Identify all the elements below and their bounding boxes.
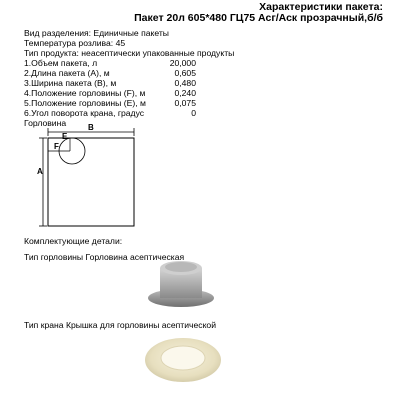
- page-title-line2: Пакет 20л 605*480 ГЦ75 Асг/Аск прозрачный,б/б: [134, 12, 383, 24]
- components-caption: Комплектующие детали:: [24, 236, 123, 246]
- dimension-label-f: F: [54, 142, 59, 151]
- param-label: 2.Длина пакета (A), м: [24, 68, 110, 78]
- fill-temperature: Температура розлива: 45: [24, 38, 126, 48]
- param-label: 1.Объем пакета, л: [24, 58, 98, 68]
- param-value: 0: [191, 108, 196, 118]
- param-label: 5.Положение горловины (E), м: [24, 98, 146, 108]
- param-value: 0,240: [174, 88, 196, 98]
- dimension-label-e: E: [62, 132, 68, 141]
- param-value: 0,605: [174, 68, 196, 78]
- dimension-label-b: B: [88, 123, 94, 132]
- param-value: 0,075: [174, 98, 196, 108]
- cap-image: [142, 330, 224, 386]
- product-type: Тип продукта: неасептически упакованные продукты: [24, 48, 235, 58]
- param-label: 6.Угол поворота крана, градус: [24, 108, 145, 118]
- param-value: 20,000: [169, 58, 196, 68]
- neck-type: Тип горловины Горловина асептическая: [24, 252, 185, 262]
- tap-type: Тип крана Крышка для горловины асептической: [24, 320, 216, 330]
- neck-caption: Горловина: [24, 118, 67, 128]
- dimension-label-a: A: [37, 167, 43, 176]
- param-value: 0,480: [174, 78, 196, 88]
- separation-type: Вид разделения: Единичные пакеты: [24, 28, 169, 38]
- param-label: 4.Положение горловины (F), м: [24, 88, 146, 98]
- page-title-line1: Характеристики пакета:: [259, 1, 383, 13]
- neck-fitment-image: [146, 256, 216, 310]
- bag-diagram: [36, 124, 146, 234]
- param-label: 3.Ширина пакета (B), м: [24, 78, 117, 88]
